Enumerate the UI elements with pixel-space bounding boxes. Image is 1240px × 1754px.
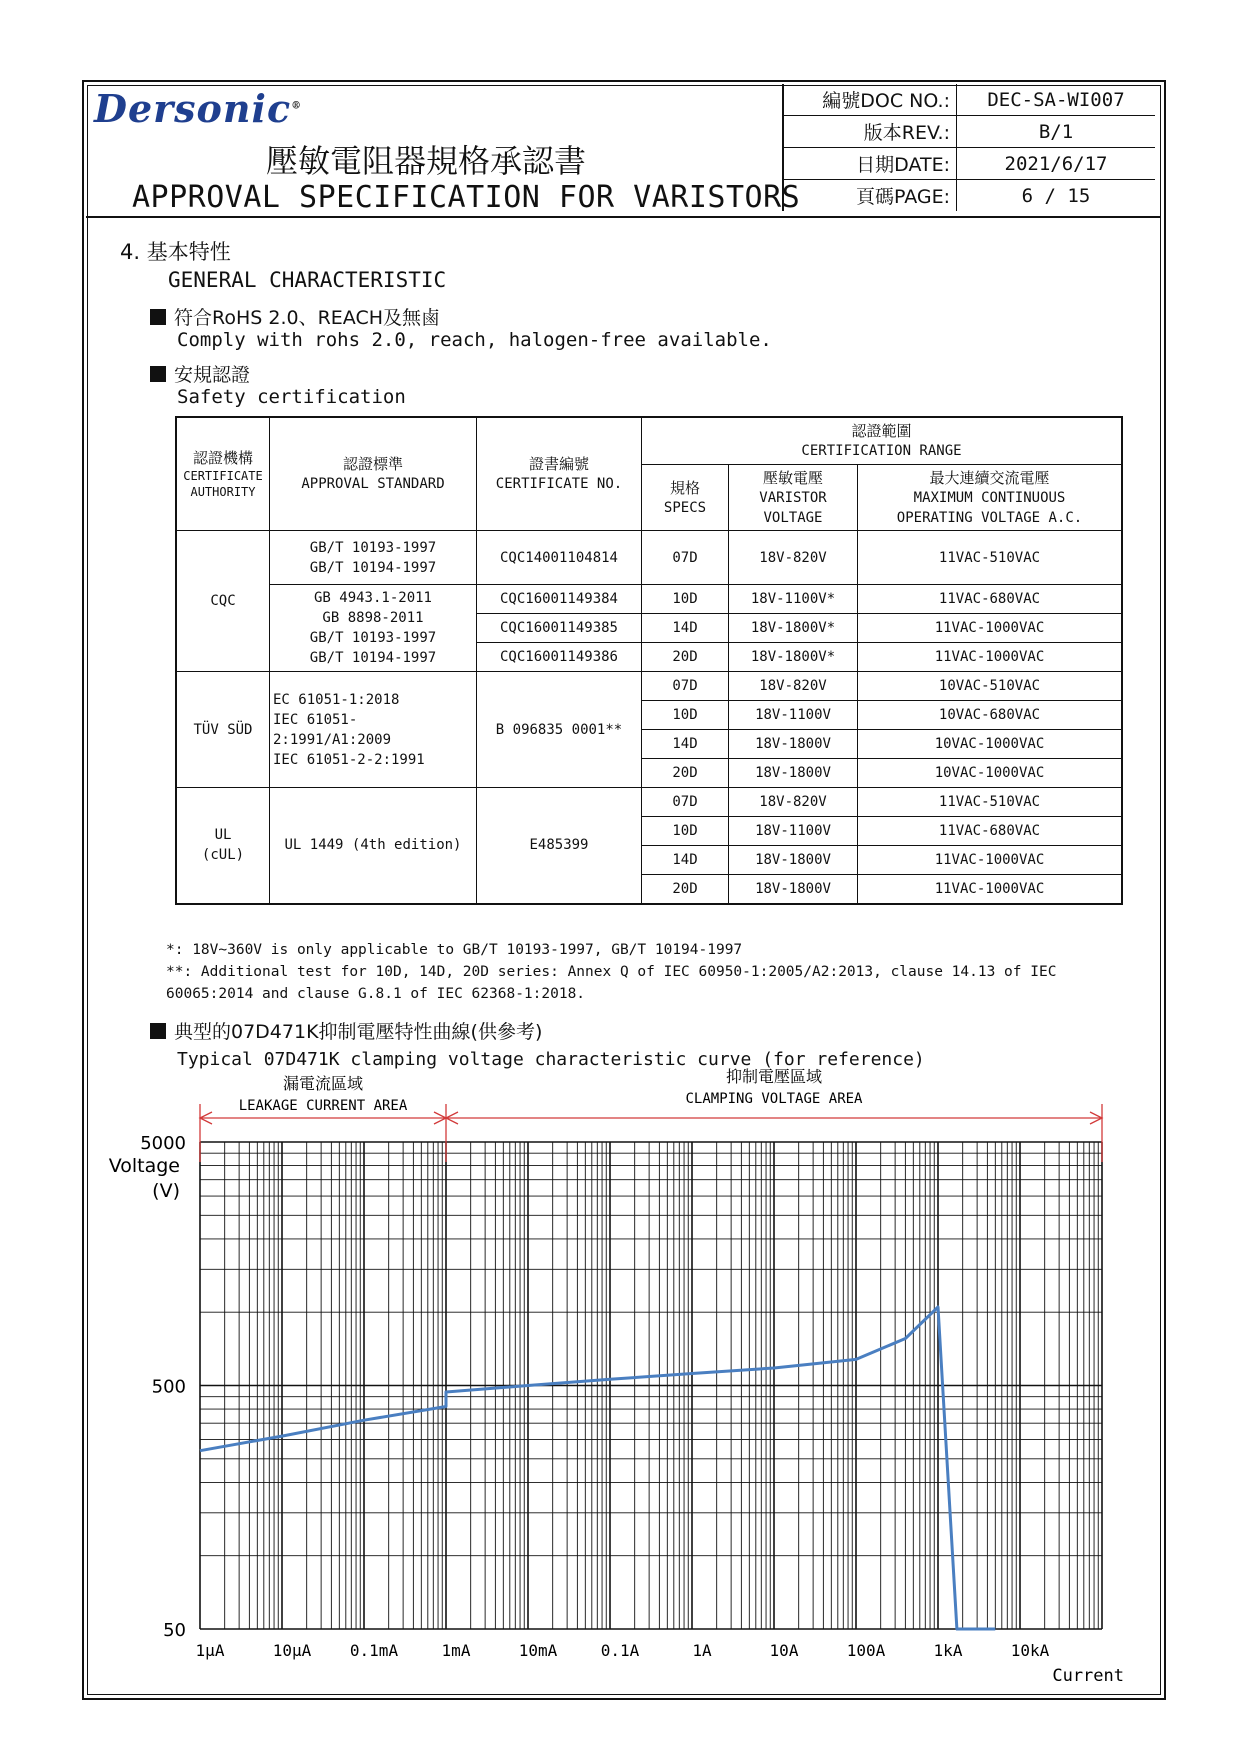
spec-cell: 10D xyxy=(642,701,729,730)
x-tick-label: 0.1A xyxy=(600,1641,640,1660)
y-tick-label: 5000 xyxy=(140,1133,186,1154)
logo-text: Dersonic xyxy=(94,86,292,131)
spec-cell: 14D xyxy=(642,846,729,875)
spec-cell: 10D xyxy=(642,585,729,614)
x-tick-label: 1μA xyxy=(195,1641,225,1660)
tuv-authority: TÜV SÜD xyxy=(176,672,270,788)
spec-cell: 14D xyxy=(642,614,729,643)
vv-cell: 18V-1100V xyxy=(729,817,858,846)
spec-cell: 20D xyxy=(642,643,729,672)
section-subtitle: GENERAL CHARACTERISTIC xyxy=(168,268,447,292)
safety-heading-text: 安規認證 xyxy=(174,364,251,386)
mcov-cell: 11VAC-680VAC xyxy=(858,817,1123,846)
leakage-area-label-zh: 漏電流區域 xyxy=(282,1074,364,1093)
mcov-cell: 11VAC-510VAC xyxy=(858,531,1123,585)
spec-cell: 07D xyxy=(642,788,729,817)
safety-text: Safety certification xyxy=(177,386,406,408)
vv-cell: 18V-1800V xyxy=(729,730,858,759)
vv-cell: 18V-1800V xyxy=(729,759,858,788)
x-tick-label: 10μA xyxy=(272,1641,312,1660)
spec-cell: 20D xyxy=(642,875,729,904)
ul-standard: UL 1449 (4th edition) xyxy=(270,788,477,904)
curve-subheading: Typical 07D471K clamping voltage characteristic curve (for reference) xyxy=(177,1049,925,1070)
header-varistor-voltage: 壓敏電壓 VARISTOR VOLTAGE xyxy=(729,465,858,531)
ul-authority: UL (cUL) xyxy=(176,788,270,904)
rev-value: B/1 xyxy=(957,116,1156,148)
doc-no-label: 編號DOC NO.: xyxy=(783,84,957,116)
footnote-2b: 60065:2014 and clause G.8.1 of IEC 62368-1:2018. xyxy=(166,986,586,1002)
clamping-area-label-en: CLAMPING VOLTAGE AREA xyxy=(685,1091,863,1107)
mcov-cell: 11VAC-1000VAC xyxy=(858,614,1123,643)
chart-grid xyxy=(200,1142,1102,1629)
cqc-standard-a: GB/T 10193-1997 GB/T 10194-1997 xyxy=(270,531,477,585)
section-title: 4. 基本特性 xyxy=(120,240,231,264)
header-specs: 規格 SPECS xyxy=(642,465,729,531)
vv-cell: 18V-820V xyxy=(729,788,858,817)
x-tick-label: 1mA xyxy=(441,1641,471,1660)
header-mcov: 最大連續交流電壓 MAXIMUM CONTINUOUS OPERATING VOLTAGE A.C. xyxy=(858,465,1123,531)
mcov-cell: 10VAC-510VAC xyxy=(858,672,1123,701)
spec-cell: 07D xyxy=(642,531,729,585)
vv-cell: 18V-1800V* xyxy=(729,643,858,672)
company-logo: Dersonic® xyxy=(94,86,303,131)
mcov-cell: 11VAC-1000VAC xyxy=(858,875,1123,904)
mcov-cell: 11VAC-680VAC xyxy=(858,585,1123,614)
mcov-cell: 11VAC-1000VAC xyxy=(858,846,1123,875)
y-tick-label: 500 xyxy=(151,1376,186,1398)
title-chinese: 壓敏電阻器規格承認書 xyxy=(266,142,587,180)
page-value: 6 / 15 xyxy=(957,180,1156,212)
vv-cell: 18V-820V xyxy=(729,672,858,701)
leakage-area-label-en: LEAKAGE CURRENT AREA xyxy=(238,1098,408,1114)
rohs-heading-text: 符合RoHS 2.0、REACH及無鹵 xyxy=(174,307,441,329)
x-tick-label: 10kA xyxy=(1010,1641,1050,1660)
page-label: 頁碼PAGE: xyxy=(783,180,957,212)
tuv-cert-no: B 096835 0001** xyxy=(477,672,642,788)
header-authority: 認證機構 CERTIFICATE AUTHORITY xyxy=(176,417,270,531)
cert-no-cell: CQC16001149386 xyxy=(477,643,642,672)
vv-cell: 18V-1100V xyxy=(729,701,858,730)
cert-no-cell: CQC16001149384 xyxy=(477,585,642,614)
vv-cell: 18V-1800V xyxy=(729,875,858,904)
tuv-standards: EC 61051-1:2018 IEC 61051-2:1991/A1:2009 IEC 61051-2-2:1991 xyxy=(270,672,477,788)
cert-no-cell: CQC16001149385 xyxy=(477,614,642,643)
spec-cell: 07D xyxy=(642,672,729,701)
x-axis-label: Current xyxy=(1052,1666,1124,1686)
header-standard: 認證標準 APPROVAL STANDARD xyxy=(270,417,477,531)
date-value: 2021/6/17 xyxy=(957,148,1156,180)
x-tick-label: 10A xyxy=(769,1641,799,1660)
doc-no-value: DEC-SA-WI007 xyxy=(957,84,1156,116)
vv-cell: 18V-1800V* xyxy=(729,614,858,643)
mcov-cell: 11VAC-1000VAC xyxy=(858,643,1123,672)
spec-cell: 20D xyxy=(642,759,729,788)
header-cert-no: 證書編號 CERTIFICATE NO. xyxy=(477,417,642,531)
rev-label: 版本REV.: xyxy=(783,116,957,148)
vv-cell: 18V-1800V xyxy=(729,846,858,875)
x-tick-label: 1kA xyxy=(933,1641,963,1660)
mcov-cell: 10VAC-1000VAC xyxy=(858,759,1123,788)
region-markers xyxy=(200,1067,1102,1162)
x-tick-label: 0.1mA xyxy=(349,1641,399,1660)
mcov-cell: 11VAC-510VAC xyxy=(858,788,1123,817)
ul-cert-no: E485399 xyxy=(477,788,642,904)
clamping-area-label-zh: 抑制電壓區域 xyxy=(725,1067,823,1086)
footnote-1: *: 18V~360V is only applicable to GB/T 10193-1997, GB/T 10194-1997 xyxy=(166,942,743,958)
vv-cell: 18V-820V xyxy=(729,531,858,585)
x-tick-label: 10mA xyxy=(518,1641,558,1660)
cert-no-cell: CQC14001104814 xyxy=(477,531,642,585)
rohs-text: Comply with rohs 2.0, reach, halogen-free available. xyxy=(177,329,772,351)
header-range: 認證範圍 CERTIFICATION RANGE xyxy=(642,417,1123,465)
mcov-cell: 10VAC-1000VAC xyxy=(858,730,1123,759)
y-axis-unit: (V) xyxy=(152,1180,180,1202)
footnote-2a: **: Additional test for 10D, 14D, 20D series: Annex Q of IEC 60950-1:2005/A2:2013, clause 14.13 of IEC xyxy=(166,964,1057,980)
curve-heading-text: 典型的07D471K抑制電壓特性曲線(供參考) xyxy=(174,1021,543,1043)
x-tick-label: 1A xyxy=(692,1641,712,1660)
y-tick-label: 50 xyxy=(163,1620,186,1641)
title-english: APPROVAL SPECIFICATION FOR VARISTORS xyxy=(132,180,801,215)
date-label: 日期DATE: xyxy=(783,148,957,180)
x-tick-label: 100A xyxy=(846,1641,886,1660)
vv-cell: 18V-1100V* xyxy=(729,585,858,614)
mcov-cell: 10VAC-680VAC xyxy=(858,701,1123,730)
y-axis-label: Voltage xyxy=(108,1155,180,1177)
cqc-standard-b: GB 4943.1-2011 GB 8898-2011 GB/T 10193-1997 GB/T 10194-1997 xyxy=(270,585,477,672)
spec-cell: 10D xyxy=(642,817,729,846)
spec-cell: 14D xyxy=(642,730,729,759)
cqc-authority: CQC xyxy=(176,531,270,672)
